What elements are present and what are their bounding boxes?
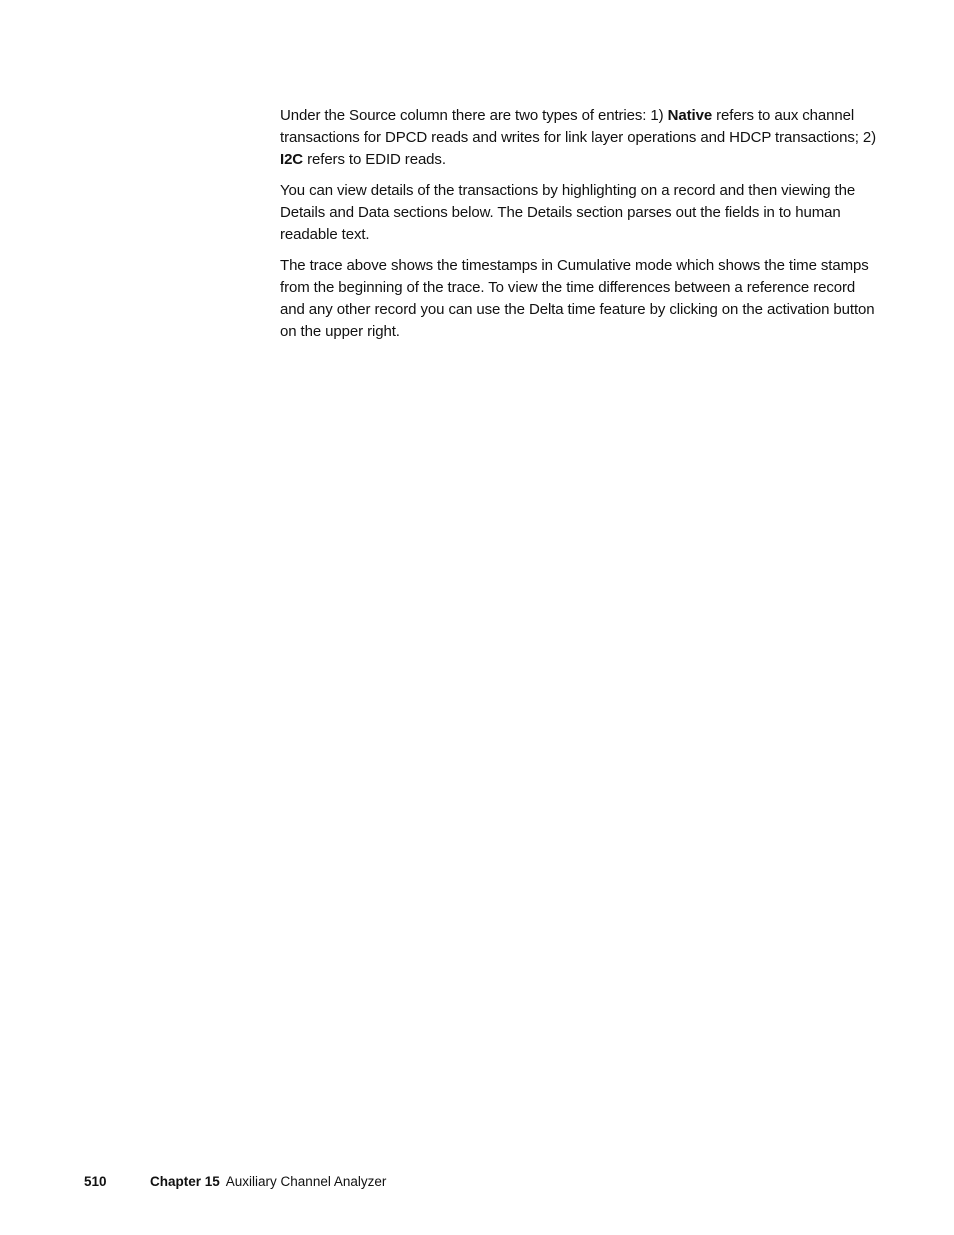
chapter-label: Chapter 15 bbox=[150, 1174, 220, 1189]
body-text bbox=[280, 105, 880, 352]
chapter-title: Auxiliary Channel Analyzer bbox=[225, 1174, 387, 1189]
page-number: 510 bbox=[84, 1174, 107, 1189]
paragraph-text: Under the Source column there are two types of entries: 1) bbox=[280, 107, 668, 124]
paragraph-details: You can view details of the transactions by highlighting on a record and then viewing the Details and Data sections below. The Details section parses out the fields in to human readable text. bbox=[280, 182, 856, 243]
native-term: Native bbox=[667, 107, 713, 124]
paragraph-text: refers to aux channel transactions for DPCD reads and writes for link layer operations and HDCP transactions; 2) bbox=[280, 107, 876, 146]
paragraph-timestamps: The trace above shows the timestamps in Cumulative mode which shows the time stamps from the beginning of the trace. To view the time differences between a reference record and any other record you can use the Delta time feature by clicking on the activation button on the upper right. bbox=[280, 257, 875, 340]
paragraph-text: refers to EDID reads. bbox=[303, 151, 446, 168]
paragraph-source-column bbox=[280, 105, 880, 171]
page-footer bbox=[84, 1173, 386, 1191]
i2c-term: I2C bbox=[280, 151, 304, 168]
